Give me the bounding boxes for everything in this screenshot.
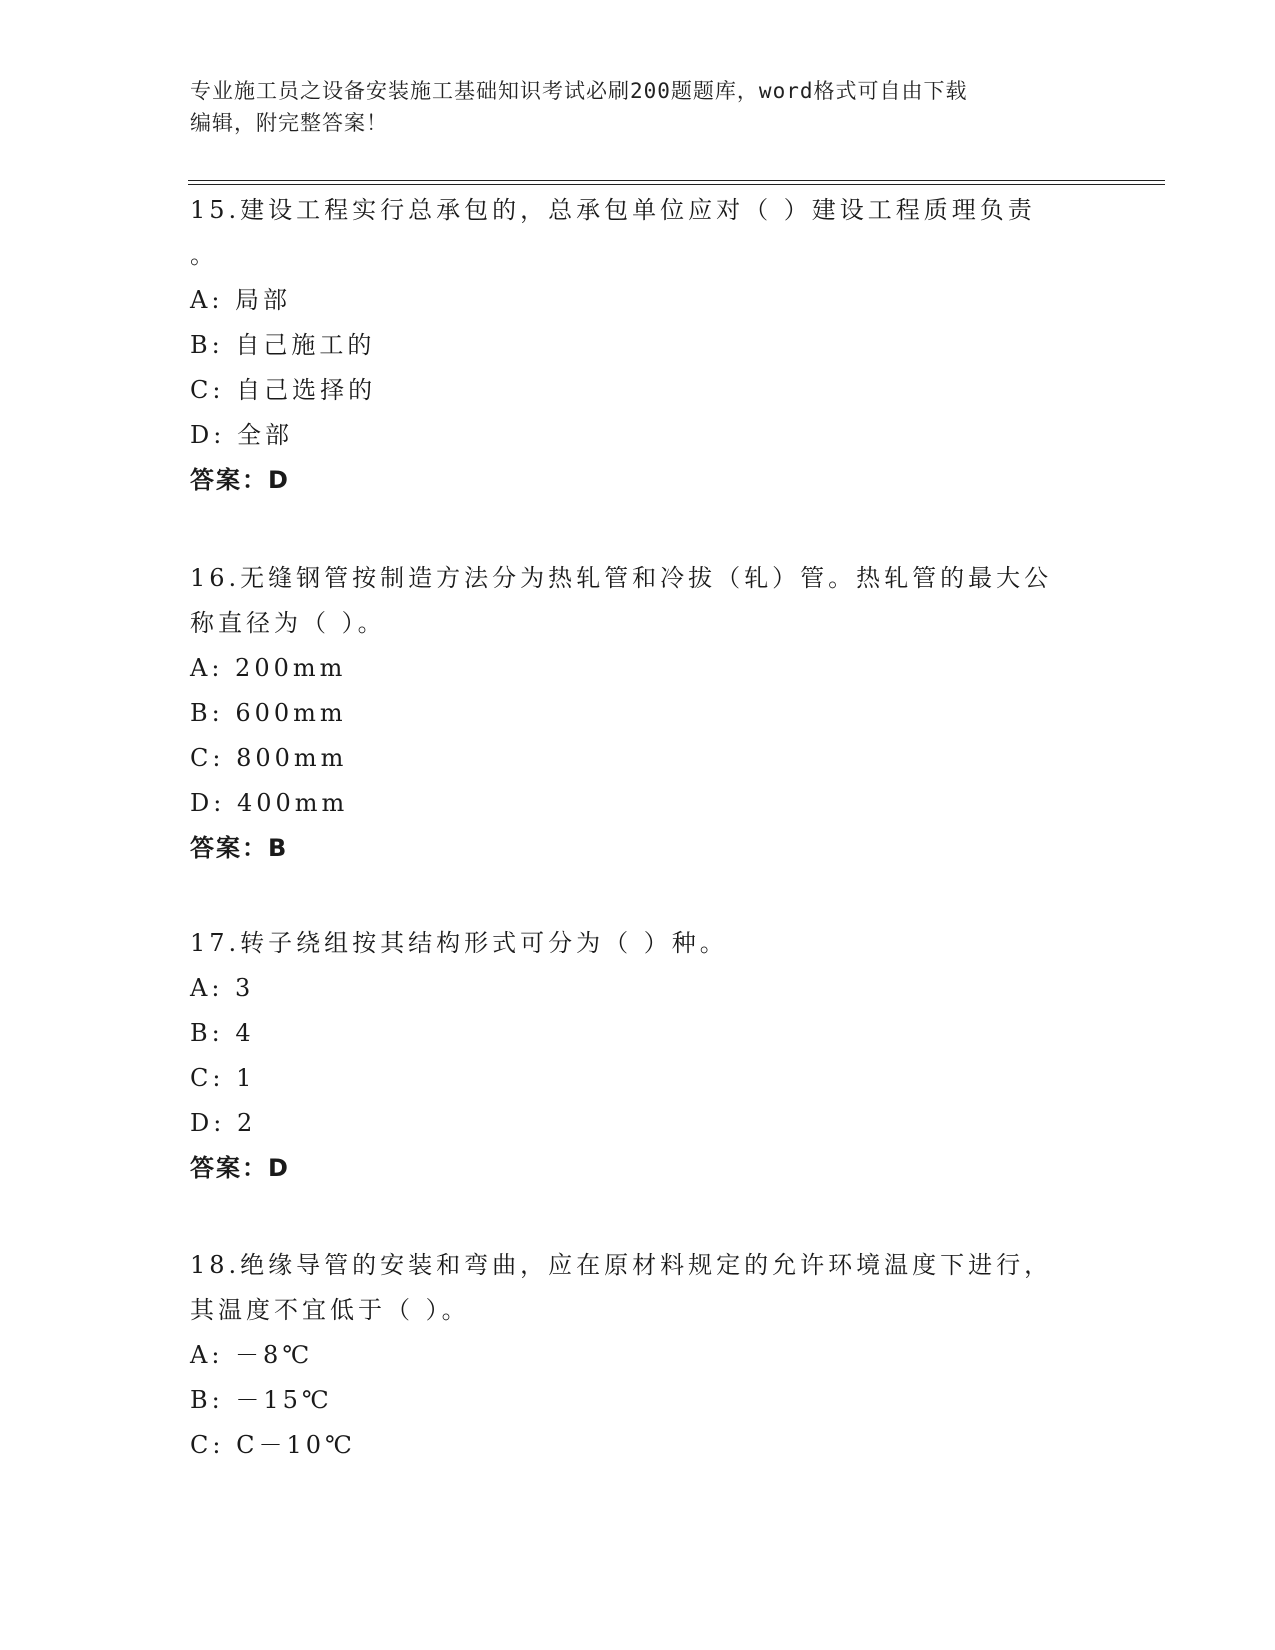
question-stem-line-1: 17.转子绕组按其结构形式可分为（ ）种。 bbox=[190, 929, 728, 957]
answer: 答案：D bbox=[190, 1154, 290, 1182]
option-d: D: 全部 bbox=[190, 421, 293, 449]
option-c: C: C－10℃ bbox=[190, 1431, 356, 1459]
option-c: C: 1 bbox=[190, 1064, 256, 1092]
option-a: A: －8℃ bbox=[190, 1341, 314, 1369]
question-16 bbox=[190, 556, 1090, 871]
option-b: B: 自己施工的 bbox=[190, 331, 376, 359]
question-15 bbox=[190, 188, 1090, 503]
document-header bbox=[190, 75, 1090, 139]
option-d: D: 2 bbox=[190, 1109, 257, 1137]
question-18 bbox=[190, 1243, 1090, 1468]
option-c: C: 自己选择的 bbox=[190, 376, 377, 404]
header-divider-bottom bbox=[188, 184, 1165, 185]
option-c: C: 800mm bbox=[190, 744, 348, 772]
answer: 答案：D bbox=[190, 466, 290, 494]
header-divider-top bbox=[188, 180, 1165, 181]
option-b: B: 600mm bbox=[190, 699, 347, 727]
option-b: B: －15℃ bbox=[190, 1386, 333, 1414]
question-stem-line-2: 其温度不宜低于（ ）。 bbox=[190, 1296, 470, 1324]
question-stem-line-1: 18.绝缘导管的安装和弯曲，应在原材料规定的允许环境温度下进行， bbox=[190, 1251, 1053, 1279]
option-d: D: 400mm bbox=[190, 789, 349, 817]
option-a: A: 3 bbox=[190, 974, 255, 1002]
option-a: A: 200mm bbox=[190, 654, 347, 682]
question-stem-line-2: 。 bbox=[190, 241, 218, 269]
question-stem-line-2: 称直径为（ ）。 bbox=[190, 609, 386, 637]
option-b: B: 4 bbox=[190, 1019, 255, 1047]
header-title-line-2: 编辑，附完整答案！ bbox=[190, 111, 388, 135]
question-stem-line-1: 15.建设工程实行总承包的，总承包单位应对（ ）建设工程质理负责 bbox=[190, 196, 1036, 224]
question-17 bbox=[190, 921, 1090, 1191]
option-a: A: 局部 bbox=[190, 286, 292, 314]
question-stem-line-1: 16.无缝钢管按制造方法分为热轧管和冷拔（轧）管。热轧管的最大公 bbox=[190, 564, 1053, 592]
header-title-line-1: 专业施工员之设备安装施工基础知识考试必刷200题题库，word格式可自由下载 bbox=[190, 79, 968, 103]
answer: 答案：B bbox=[190, 834, 289, 862]
